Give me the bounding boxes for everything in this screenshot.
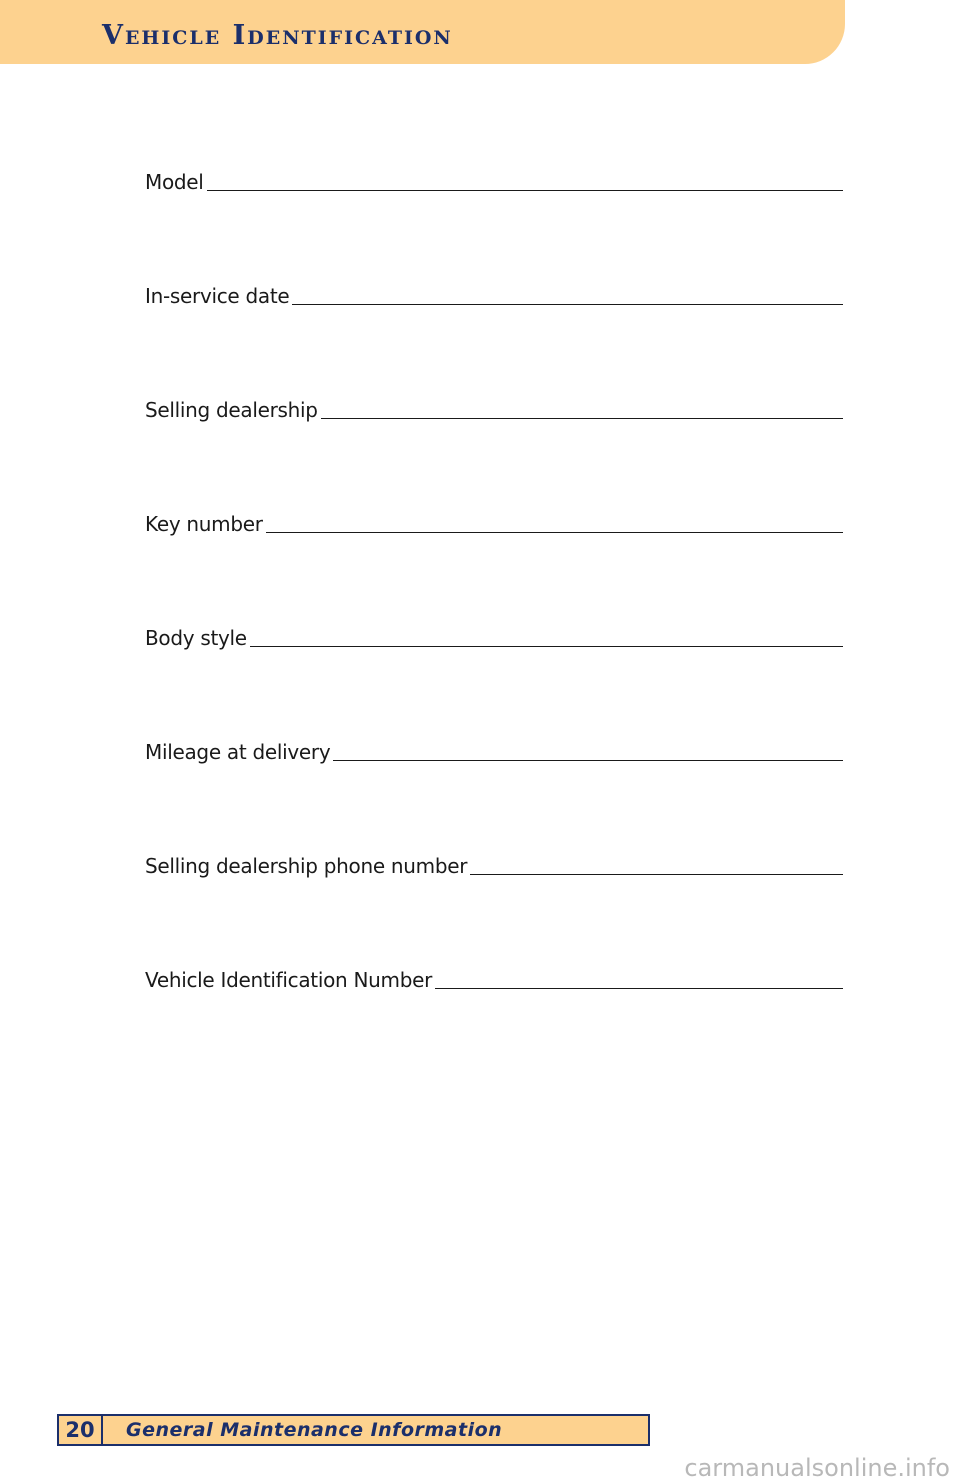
field-label-model: Model [145, 170, 204, 194]
field-line-mileage-at-delivery[interactable] [333, 760, 843, 761]
page-number: 20 [59, 1416, 103, 1444]
field-selling-dealership [145, 398, 843, 422]
page-title: Vehicle Identification [102, 20, 453, 51]
field-label-mileage-at-delivery: Mileage at delivery [145, 740, 331, 764]
field-body-style [145, 626, 843, 650]
field-key-number [145, 512, 843, 536]
footer-section-title: General Maintenance Information [126, 1419, 503, 1441]
footer-bar [57, 1414, 650, 1446]
field-mileage-at-delivery [145, 740, 843, 764]
field-dealership-phone [145, 854, 843, 878]
field-line-body-style[interactable] [250, 646, 843, 647]
field-label-in-service-date: In-service date [145, 284, 290, 308]
header-band [0, 0, 845, 64]
field-in-service-date [145, 284, 843, 308]
field-label-body-style: Body style [145, 626, 247, 650]
field-line-vin[interactable] [435, 988, 843, 989]
field-label-vin: Vehicle Identification Number [145, 968, 433, 992]
field-line-model[interactable] [207, 190, 843, 191]
field-label-dealership-phone: Selling dealership phone number [145, 854, 468, 878]
field-line-selling-dealership[interactable] [321, 418, 843, 419]
field-label-selling-dealership: Selling dealership [145, 398, 318, 422]
watermark: carmanualsonline.info [684, 1454, 950, 1482]
field-model [145, 170, 843, 194]
field-line-key-number[interactable] [266, 532, 843, 533]
field-line-in-service-date[interactable] [292, 304, 843, 305]
field-label-key-number: Key number [145, 512, 263, 536]
field-vin [145, 968, 843, 992]
field-line-dealership-phone[interactable] [470, 874, 843, 875]
